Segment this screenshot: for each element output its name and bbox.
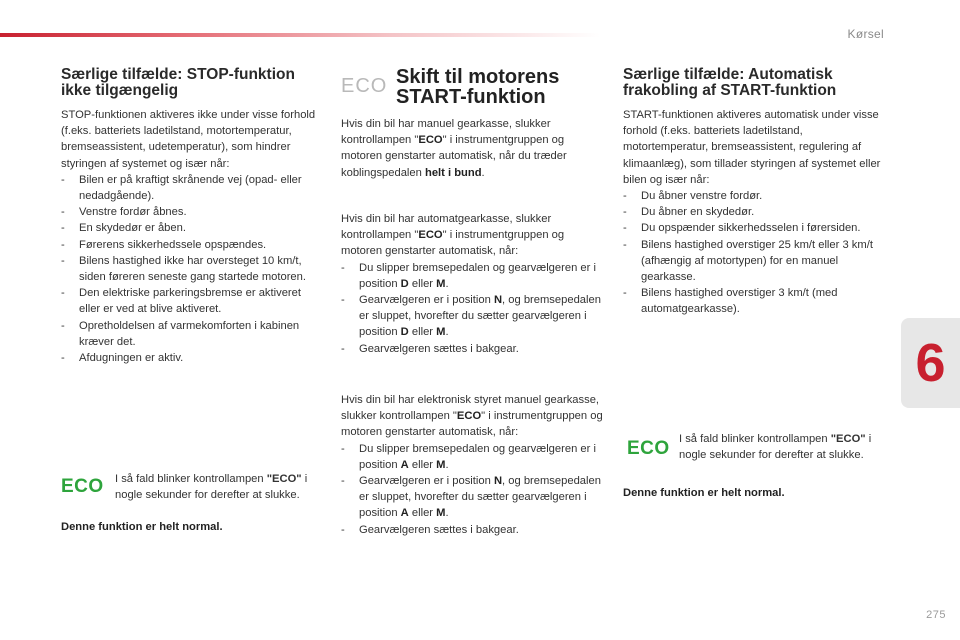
list-item: - Afdugningen er aktiv. — [61, 350, 323, 366]
stop-unavailable-list — [61, 172, 323, 366]
list-item: - Gearvælgeren sættes i bakgear. — [341, 341, 603, 357]
list-item: - Du åbner en skydedør. — [623, 204, 885, 220]
normal-function-note: Denne funktion er helt normal. — [61, 521, 223, 533]
eco-blink-note: I så fald blinker kontrollampen "ECO" i nogle sekunder for derefter at slukke. — [115, 473, 308, 502]
normal-function-note: Denne funktion er helt normal. — [623, 487, 785, 499]
list-item: - Venstre fordør åbnes. — [61, 204, 323, 220]
chapter-tab — [901, 318, 960, 408]
list-item: - Førerens sikkerhedssele opspændes. — [61, 237, 323, 253]
electronic-gearbox-list — [341, 441, 603, 538]
section-title-stop-unavailable: Særlige tilfælde: STOP-funktion ikke tilgængelig — [61, 66, 295, 99]
list-item: - En skydedør er åben. — [61, 220, 323, 236]
list-item: - Bilens hastighed overstiger 3 km/t (med automatgearkasse). — [623, 285, 885, 317]
list-item: - Gearvælgeren sættes i bakgear. — [341, 522, 603, 538]
automatic-gearbox-paragraph: Hvis din bil har automatgearkasse, slukker kontrollampen "ECO" i instrumentgruppen og motoren genstarter automatisk, når: - Du slipper bremsepedalen og gearvælgeren er i position D eller M. - Gearvælgeren er i position N, og bremsepedalen er sluppet, hvorefter du sætter gearvælgeren i position D eller M. - Gearvælgeren sættes i bakgear. — [341, 211, 603, 357]
automatic-gearbox-list — [341, 260, 603, 357]
eco-icon: ECO — [341, 75, 388, 97]
start-disengage-body — [623, 107, 885, 318]
header-accent-bar — [0, 33, 600, 37]
list-item: - Du slipper bremsepedalen og gearvælgeren er i position D eller M. — [341, 260, 603, 292]
electronic-gearbox-paragraph: Hvis din bil har elektronisk styret manuel gearkasse, slukker kontrollampen "ECO" i instrumentgruppen og motoren genstarter automatisk, når: - Du slipper bremsepedalen og gearvælgeren er i position A eller M. - Gearvælgeren er i position N, og bremsepedalen er sluppet, hvorefter du sætter gearvælgeren i position A eller M. - Gearvælgeren sættes i bakgear. — [341, 392, 603, 538]
manual-gearbox-paragraph: Hvis din bil har manuel gearkasse, slukker kontrollampen "ECO" i instrumentgruppen og motoren genstarter automatisk, når du træder koblingspedalen helt i bund. — [341, 118, 567, 179]
stop-unavailable-intro: STOP-funktionen aktiveres ikke under visse forhold (f.eks. batteriets ladetilstand, motortemperatur, bremseassistent, udetemperatur), som hindrer styringen af systemet og især når: — [61, 109, 316, 170]
list-item: - Du opspænder sikkerhedsselen i førersiden. — [623, 220, 885, 236]
section-label: Kørsel — [847, 27, 884, 41]
eco-blink-note: I så fald blinker kontrollampen "ECO" i nogle sekunder for derefter at slukke. — [679, 433, 872, 462]
eco-icon: ECO — [61, 476, 104, 497]
list-item: - Bilens hastighed ikke har oversteget 10 km/t, siden føreren seneste gang startede motoren. — [61, 253, 323, 285]
section-title-start: Skift til motorens START-funktion — [396, 66, 560, 108]
list-item: - Gearvælgeren er i position N, og bremsepedalen er sluppet, hvorefter du sætter gearvælgeren i position A eller M. — [341, 473, 603, 522]
list-item: - Du slipper bremsepedalen og gearvælgeren er i position A eller M. — [341, 441, 603, 473]
section-title-start-disengage: Særlige tilfælde: Automatisk frakobling af START-funktion — [623, 66, 837, 99]
list-item: - Bilen er på kraftigt skrånende vej (opad- eller nedadgående). — [61, 172, 323, 204]
page-number: 275 — [926, 609, 946, 621]
list-item: - Opretholdelsen af varmekomforten i kabinen kræver det. — [61, 318, 323, 350]
list-item: - Bilens hastighed overstiger 25 km/t eller 3 km/t (afhængig af motortypen) for en manuel gearkasse. — [623, 237, 885, 286]
chapter-number: 6 — [915, 333, 946, 393]
list-item: - Gearvælgeren er i position N, og bremsepedalen er sluppet, hvorefter du sætter gearvælgeren i position D eller M. — [341, 292, 603, 341]
start-disengage-intro: START-funktionen aktiveres automatisk under visse forhold (f.eks. batteriets ladetilstand, motortemperatur, bremseassistent, regulering af klimaanlæg), som tillader styringen af systemet eller bilen og især når: — [623, 109, 881, 186]
start-disengage-list — [623, 188, 885, 318]
list-item: - Du åbner venstre fordør. — [623, 188, 885, 204]
stop-unavailable-body — [61, 107, 323, 366]
eco-icon: ECO — [627, 438, 670, 459]
list-item: - Den elektriske parkeringsbremse er aktiveret eller er ved at blive aktiveret. — [61, 285, 323, 317]
